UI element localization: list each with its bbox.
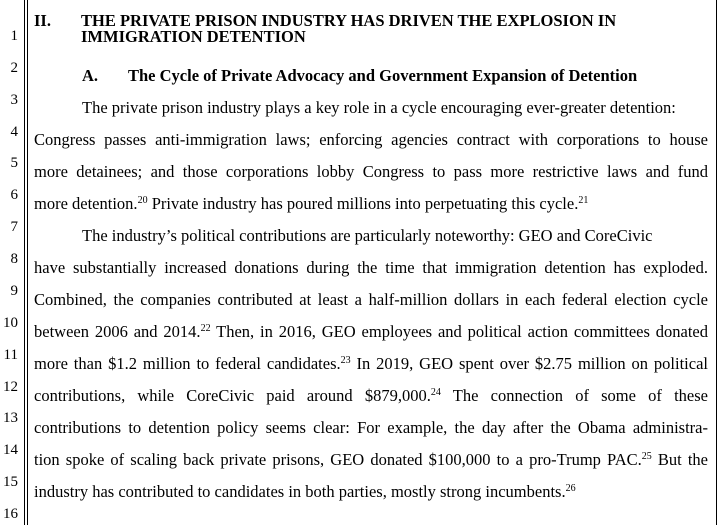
paragraph-line xyxy=(34,322,708,342)
footnote-ref[interactable]: 20 xyxy=(137,195,148,206)
left-margin-rule-inner xyxy=(27,0,28,525)
footnote-ref[interactable]: 26 xyxy=(565,483,576,494)
footnote-ref[interactable]: 22 xyxy=(200,323,211,334)
text-run: contributions, while CoreCivic paid around $879,000. xyxy=(34,386,431,405)
line-number: 9 xyxy=(10,283,18,299)
paragraph-line xyxy=(34,450,708,470)
text-run: The connection of some of these xyxy=(440,386,708,405)
line-number: 6 xyxy=(10,187,18,203)
footnote-ref[interactable]: 25 xyxy=(641,451,652,462)
paragraph-line: The industry’s political contributions are particularly noteworthy: GEO and CoreCivic xyxy=(82,226,653,245)
subsection-letter: A. xyxy=(82,66,99,85)
text-run: more detention. xyxy=(34,194,138,213)
line-number: 10 xyxy=(3,315,18,331)
text-run: Private industry has poured millions into perpetuating this cycle. xyxy=(147,194,579,213)
subsection-heading xyxy=(82,67,637,84)
line-number: 12 xyxy=(3,379,18,395)
footnote-ref[interactable]: 24 xyxy=(430,387,441,398)
line-number-column xyxy=(0,0,20,525)
text-run: between 2006 and 2014. xyxy=(34,322,201,341)
paragraph-line: more detainees; and those corporations lobby Congress to pass more restrictive laws and fund xyxy=(34,162,708,181)
paragraph-line: Combined, the companies contributed at least a half-million dollars in each federal election cycle xyxy=(34,290,708,309)
paragraph-line xyxy=(34,354,708,374)
subsection-title: The Cycle of Private Advocacy and Government Expansion of Detention xyxy=(128,66,638,85)
line-number: 2 xyxy=(10,60,18,76)
section-title-line2: IMMIGRATION DETENTION xyxy=(81,27,306,46)
line-number: 3 xyxy=(10,92,18,108)
line-number: 14 xyxy=(3,442,18,458)
line-number: 1 xyxy=(10,28,18,44)
text-run: more than $1.2 million to federal candidates. xyxy=(34,354,341,373)
text-run: But the xyxy=(651,450,708,469)
paragraph-line xyxy=(34,482,576,502)
paragraph-line: The private prison industry plays a key role in a cycle encouraging ever-greater detention: xyxy=(82,98,676,117)
text-run: industry has contributed to candidates in both parties, mostly strong incumbents. xyxy=(34,482,566,501)
paragraph-line: have substantially increased donations during the time that immigration detention has exploded. xyxy=(34,258,708,277)
text-run: In 2019, GEO spent over $2.75 million on political xyxy=(350,354,708,373)
line-number: 7 xyxy=(10,219,18,235)
line-number: 16 xyxy=(3,506,18,522)
text-run: tion spoke of scaling back private prisons, GEO donated $100,000 to a pro-Trump PAC. xyxy=(34,450,642,469)
paragraph-line xyxy=(34,194,588,214)
text-run: Then, in 2016, GEO employees and political action committees donated xyxy=(210,322,708,341)
line-number: 11 xyxy=(3,347,18,363)
section-numeral: II. xyxy=(34,11,51,30)
paragraph-line: Congress passes anti-immigration laws; enforcing agencies contract with corporations to house xyxy=(34,130,708,149)
paragraph-line xyxy=(34,386,708,406)
footnote-ref[interactable]: 21 xyxy=(578,195,589,206)
line-number: 8 xyxy=(10,251,18,267)
paragraph-line: contributions to detention policy seems clear: For example, the day after the Obama administra- xyxy=(34,418,708,437)
section-title-line1: THE PRIVATE PRISON INDUSTRY HAS DRIVEN THE EXPLOSION IN xyxy=(81,11,617,30)
footnote-ref[interactable]: 23 xyxy=(340,355,351,366)
line-number: 13 xyxy=(3,410,18,426)
line-number: 4 xyxy=(10,124,18,140)
right-margin-rule xyxy=(716,0,717,525)
line-number: 15 xyxy=(3,474,18,490)
line-number: 5 xyxy=(10,155,18,171)
left-margin-rule xyxy=(24,0,25,525)
